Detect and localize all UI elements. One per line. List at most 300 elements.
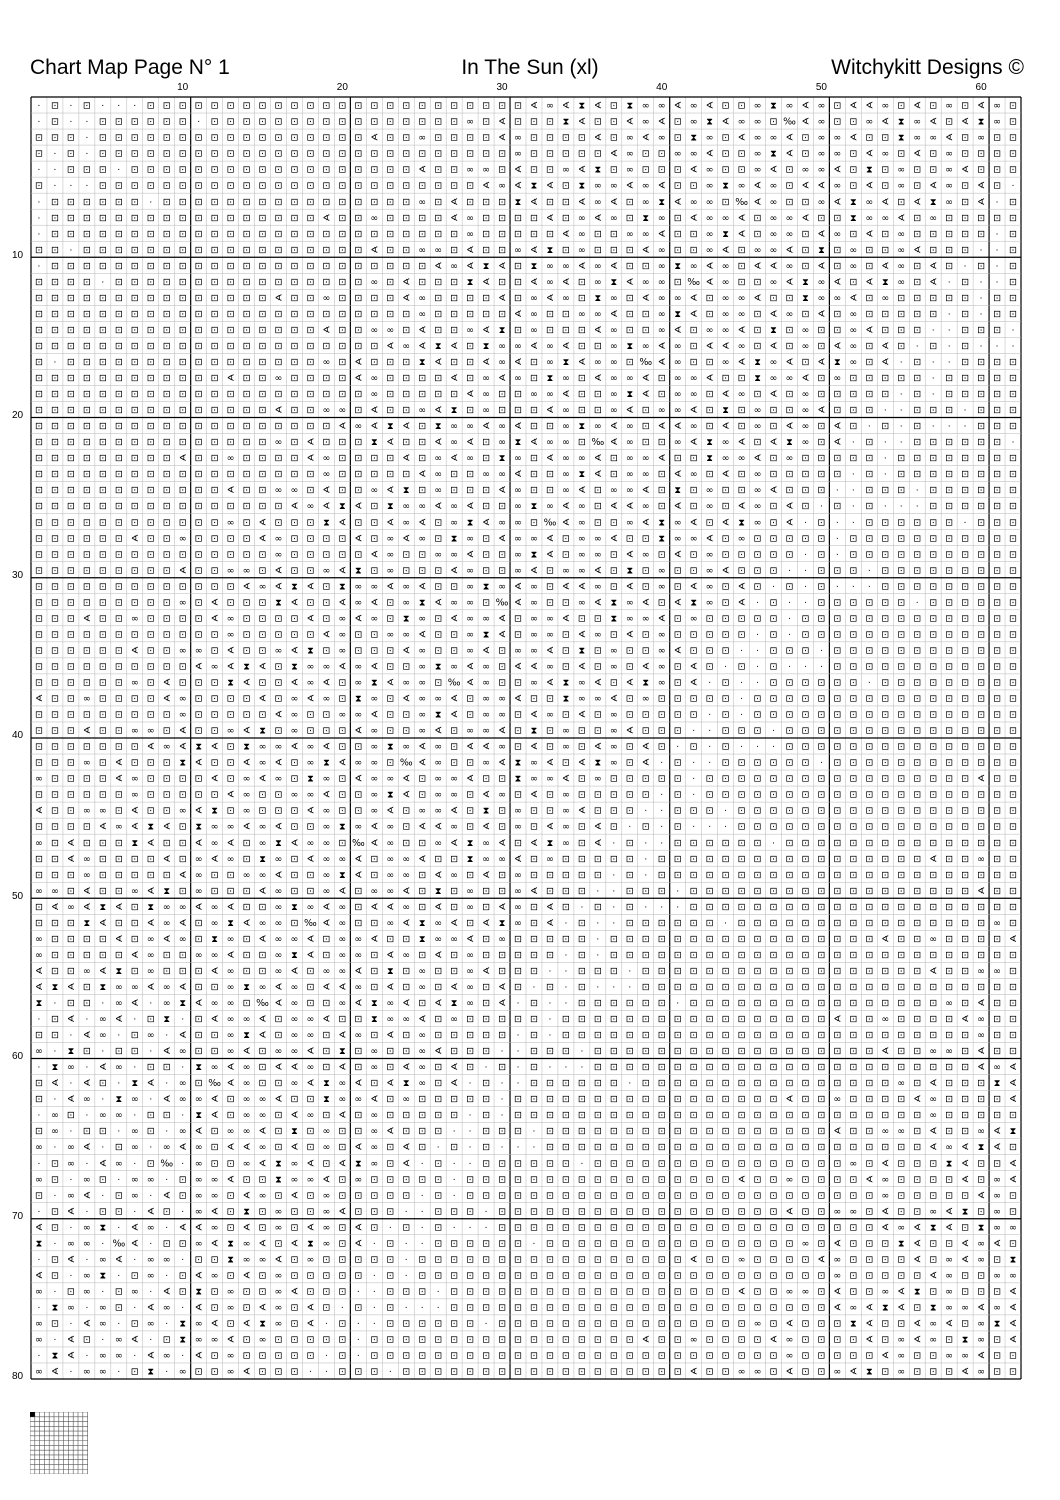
stitch-symbol: ⊡ bbox=[705, 1222, 714, 1234]
stitch-symbol: ⊡ bbox=[354, 292, 363, 304]
stitch-symbol: ∞ bbox=[514, 885, 522, 897]
stitch-symbol: ∞ bbox=[577, 517, 586, 529]
stitch-symbol: ∢ bbox=[641, 244, 650, 256]
stitch-symbol: ∞ bbox=[817, 196, 826, 208]
stitch-symbol: ⊡ bbox=[817, 901, 826, 913]
stitch-symbol: ⊡ bbox=[593, 1062, 602, 1074]
stitch-symbol: ⊡ bbox=[577, 340, 586, 352]
stitch-symbol: ⊡ bbox=[50, 725, 59, 737]
stitch-symbol: ∞ bbox=[769, 244, 778, 256]
stitch-symbol: · bbox=[899, 358, 903, 369]
stitch-symbol: · bbox=[37, 213, 41, 224]
stitch-symbol: ⊡ bbox=[338, 1222, 347, 1234]
stitch-symbol: ∢ bbox=[402, 453, 411, 465]
stitch-symbol: ⊡ bbox=[242, 453, 251, 465]
stitch-symbol: ∞ bbox=[641, 613, 650, 625]
stitch-symbol: ⊡ bbox=[737, 164, 746, 176]
stitch-symbol: ∢ bbox=[226, 1334, 235, 1346]
stitch-symbol: ⊡ bbox=[306, 308, 315, 320]
stitch-symbol: ⊡ bbox=[162, 357, 171, 369]
stitch-symbol: ⊡ bbox=[801, 1334, 810, 1346]
stitch-symbol: ⊡ bbox=[689, 981, 698, 993]
stitch-symbol: ⊡ bbox=[705, 693, 714, 705]
stitch-symbol: ⊡ bbox=[306, 132, 315, 144]
stitch-symbol: ⊡ bbox=[306, 116, 315, 128]
stitch-symbol: ∞ bbox=[210, 837, 219, 849]
stitch-symbol: ⊡ bbox=[769, 901, 778, 913]
stitch-symbol: ∞ bbox=[322, 1222, 331, 1234]
stitch-symbol: ⊡ bbox=[657, 1334, 666, 1346]
stitch-symbol: ⊡ bbox=[386, 405, 395, 417]
stitch-symbol: ⊡ bbox=[290, 1222, 299, 1234]
stitch-symbol: ⊡ bbox=[418, 1142, 427, 1154]
stitch-symbol: ⊡ bbox=[418, 100, 427, 112]
stitch-symbol: ⊡ bbox=[338, 260, 347, 272]
stitch-symbol: ⊡ bbox=[865, 1238, 874, 1250]
stitch-symbol: ⊡ bbox=[817, 485, 826, 497]
stitch-symbol: ∞ bbox=[721, 324, 730, 336]
stitch-symbol: ⊡ bbox=[993, 405, 1002, 417]
stitch-symbol: ‰ bbox=[591, 437, 605, 449]
stitch-symbol: ⊡ bbox=[641, 949, 650, 961]
stitch-symbol: ⊡ bbox=[370, 1030, 379, 1042]
stitch-symbol: ⊡ bbox=[993, 629, 1002, 641]
stitch-symbol: ∞ bbox=[466, 421, 475, 433]
stitch-symbol: ∞ bbox=[593, 581, 602, 593]
stitch-symbol: ⊡ bbox=[705, 292, 714, 304]
stitch-symbol: ⊡ bbox=[146, 581, 155, 593]
stitch-symbol: ⊡ bbox=[769, 405, 778, 417]
stitch-symbol: ∞ bbox=[801, 340, 810, 352]
stitch-symbol: ⧗ bbox=[402, 613, 410, 625]
stitch-symbol: ⊡ bbox=[322, 933, 331, 945]
stitch-symbol: ⊡ bbox=[609, 549, 618, 561]
stitch-symbol: ⊡ bbox=[769, 757, 778, 769]
stitch-symbol: ⊡ bbox=[274, 613, 283, 625]
stitch-symbol: ⊡ bbox=[50, 773, 59, 785]
stitch-symbol: ⊡ bbox=[178, 1270, 187, 1282]
stitch-symbol: ⊡ bbox=[929, 517, 938, 529]
stitch-symbol: ⊡ bbox=[210, 885, 219, 897]
stitch-symbol: ⊡ bbox=[274, 100, 283, 112]
stitch-symbol: ⊡ bbox=[386, 1062, 395, 1074]
stitch-symbol: ⊡ bbox=[817, 1206, 826, 1218]
stitch-symbol: ∢ bbox=[689, 292, 698, 304]
stitch-symbol: · bbox=[756, 678, 759, 689]
stitch-symbol: ⊡ bbox=[194, 260, 203, 272]
stitch-symbol: ∢ bbox=[466, 661, 475, 673]
stitch-symbol: ∞ bbox=[386, 565, 395, 577]
stitch-symbol: ⊡ bbox=[354, 485, 363, 497]
stitch-symbol: ⊡ bbox=[210, 116, 219, 128]
stitch-symbol: ⊡ bbox=[577, 324, 586, 336]
stitch-symbol: ⊡ bbox=[609, 1030, 618, 1042]
stitch-symbol: ⊡ bbox=[785, 965, 794, 977]
stitch-symbol: ∞ bbox=[418, 965, 427, 977]
stitch-symbol: ∞ bbox=[466, 453, 475, 465]
stitch-symbol: ⊡ bbox=[258, 565, 267, 577]
stitch-symbol: ∞ bbox=[290, 933, 299, 945]
stitch-symbol: ∢ bbox=[769, 485, 778, 497]
stitch-symbol: ⊡ bbox=[785, 1046, 794, 1058]
stitch-symbol: ⊡ bbox=[194, 164, 203, 176]
stitch-symbol: ∢ bbox=[322, 741, 331, 753]
stitch-symbol: · bbox=[979, 309, 983, 320]
stitch-symbol: ⊡ bbox=[146, 1126, 155, 1138]
stitch-symbol: ⊡ bbox=[258, 453, 267, 465]
stitch-symbol: ⊡ bbox=[577, 917, 586, 929]
stitch-symbol: ⊡ bbox=[673, 1206, 682, 1218]
stitch-symbol: ∢ bbox=[689, 517, 698, 529]
stitch-symbol: ∢ bbox=[721, 565, 730, 577]
stitch-symbol: ∞ bbox=[561, 805, 570, 817]
stitch-symbol: ⧗ bbox=[355, 693, 362, 705]
stitch-symbol: ⊡ bbox=[450, 1110, 459, 1122]
stitch-symbol: ⊡ bbox=[993, 1158, 1002, 1170]
stitch-symbol: ∞ bbox=[98, 1030, 107, 1042]
stitch-symbol: ∞ bbox=[242, 869, 251, 881]
stitch-symbol: ⊡ bbox=[737, 1206, 746, 1218]
stitch-symbol: ⊡ bbox=[162, 869, 171, 881]
stitch-symbol: ⊡ bbox=[354, 164, 363, 176]
stitch-symbol: ∞ bbox=[370, 613, 379, 625]
stitch-symbol: ⊡ bbox=[577, 1334, 586, 1346]
stitch-symbol: ∞ bbox=[545, 437, 554, 449]
stitch-symbol: ∢ bbox=[657, 613, 666, 625]
stitch-symbol: ⊡ bbox=[370, 869, 379, 881]
stitch-symbol: ⊡ bbox=[865, 357, 874, 369]
stitch-symbol: · bbox=[500, 1111, 504, 1122]
stitch-symbol: ∞ bbox=[194, 1238, 203, 1250]
stitch-symbol: ∞ bbox=[354, 933, 363, 945]
stitch-symbol: ⊡ bbox=[977, 1110, 986, 1122]
stitch-symbol: ⊡ bbox=[418, 1270, 427, 1282]
stitch-symbol: ⊡ bbox=[402, 244, 411, 256]
stitch-symbol: ⊡ bbox=[434, 180, 443, 192]
stitch-symbol: ⊡ bbox=[482, 196, 491, 208]
stitch-symbol: ∞ bbox=[689, 613, 698, 625]
stitch-symbol: ⊡ bbox=[82, 244, 91, 256]
stitch-symbol: ⊡ bbox=[993, 597, 1002, 609]
stitch-symbol: ∢ bbox=[354, 998, 363, 1010]
stitch-symbol: ∞ bbox=[530, 645, 538, 657]
stitch-symbol: ⊡ bbox=[945, 437, 954, 449]
stitch-symbol: ⊡ bbox=[913, 1062, 922, 1074]
stitch-symbol: ∞ bbox=[577, 533, 586, 545]
stitch-symbol: ∞ bbox=[673, 148, 682, 160]
stitch-symbol: ∞ bbox=[705, 549, 714, 561]
stitch-symbol: · bbox=[772, 742, 775, 753]
stitch-symbol: ⊡ bbox=[418, 1286, 427, 1298]
stitch-symbol: ∢ bbox=[322, 789, 331, 801]
stitch-symbol: · bbox=[69, 181, 73, 192]
stitch-symbol: ∞ bbox=[929, 1046, 938, 1058]
stitch-symbol: ⧗ bbox=[259, 725, 266, 737]
stitch-symbol: ⊡ bbox=[370, 116, 379, 128]
stitch-symbol: ⊡ bbox=[849, 1110, 858, 1122]
stitch-symbol: ⊡ bbox=[625, 1174, 634, 1186]
stitch-symbol: ⊡ bbox=[402, 308, 411, 320]
stitch-symbol: ∞ bbox=[785, 212, 794, 224]
row-number: 20 bbox=[12, 409, 24, 421]
stitch-symbol: ⊡ bbox=[961, 869, 970, 881]
stitch-symbol: ⊡ bbox=[961, 308, 970, 320]
stitch-symbol: ⊡ bbox=[929, 709, 938, 721]
stitch-symbol: ⊡ bbox=[354, 1302, 363, 1314]
stitch-symbol: ∢ bbox=[194, 757, 203, 769]
stitch-symbol: ⊡ bbox=[354, 228, 363, 240]
stitch-symbol: ∞ bbox=[705, 485, 714, 497]
stitch-symbol: ⊡ bbox=[194, 613, 203, 625]
stitch-symbol: ∞ bbox=[258, 1254, 267, 1266]
stitch-symbol: ⊡ bbox=[146, 389, 155, 401]
stitch-symbol: ⊡ bbox=[625, 212, 634, 224]
stitch-symbol: ⊡ bbox=[689, 917, 698, 929]
stitch-symbol: ⧗ bbox=[99, 1270, 107, 1282]
stitch-symbol: ⊡ bbox=[961, 228, 970, 240]
stitch-symbol: ⊡ bbox=[849, 885, 858, 897]
stitch-symbol: ⧗ bbox=[786, 437, 793, 449]
stitch-symbol: ⊡ bbox=[370, 917, 379, 929]
stitch-symbol: ⊡ bbox=[482, 1110, 491, 1122]
stitch-symbol: ⊡ bbox=[258, 100, 267, 112]
stitch-symbol: ∢ bbox=[689, 164, 698, 176]
stitch-symbol: ∞ bbox=[482, 164, 491, 176]
stitch-symbol: ⊡ bbox=[402, 1286, 411, 1298]
stitch-symbol: ∢ bbox=[306, 1078, 315, 1090]
stitch-symbol: ⊡ bbox=[466, 709, 475, 721]
stitch-symbol: ∢ bbox=[817, 308, 826, 320]
stitch-symbol: ∢ bbox=[434, 869, 443, 881]
stitch-symbol: ⊡ bbox=[290, 196, 299, 208]
stitch-symbol: ⊡ bbox=[418, 837, 427, 849]
stitch-symbol: ⊡ bbox=[114, 260, 123, 272]
stitch-symbol: ∢ bbox=[625, 549, 634, 561]
stitch-symbol: ⊡ bbox=[769, 1126, 778, 1138]
stitch-symbol: ⊡ bbox=[961, 212, 970, 224]
stitch-symbol: ⊡ bbox=[450, 1206, 459, 1218]
stitch-symbol: ⊡ bbox=[641, 148, 650, 160]
stitch-symbol: ⊡ bbox=[881, 164, 890, 176]
stitch-symbol: ‰ bbox=[495, 597, 509, 609]
stitch-symbol: ⊡ bbox=[689, 1238, 698, 1250]
stitch-symbol: ⊡ bbox=[945, 789, 954, 801]
stitch-symbol: ⊡ bbox=[529, 1254, 538, 1266]
stitch-symbol: ∢ bbox=[66, 1014, 75, 1026]
stitch-symbol: ⊡ bbox=[178, 437, 187, 449]
stitch-symbol: ⊡ bbox=[498, 821, 507, 833]
stitch-symbol: ⊡ bbox=[258, 1206, 267, 1218]
stitch-symbol: ⊡ bbox=[386, 1110, 395, 1122]
stitch-symbol: ⊡ bbox=[673, 1078, 682, 1090]
stitch-symbol: ∞ bbox=[753, 244, 762, 256]
stitch-symbol: ⊡ bbox=[338, 276, 347, 288]
stitch-symbol: ⊡ bbox=[977, 1078, 986, 1090]
stitch-symbol: ⊡ bbox=[913, 469, 922, 481]
stitch-symbol: ⧗ bbox=[402, 485, 410, 497]
stitch-symbol: ∢ bbox=[114, 1254, 123, 1266]
stitch-symbol: ⊡ bbox=[34, 1078, 43, 1090]
stitch-symbol: ∞ bbox=[641, 501, 650, 513]
stitch-symbol: ⊡ bbox=[34, 869, 43, 881]
stitch-symbol: ∞ bbox=[849, 244, 858, 256]
stitch-symbol: ⊡ bbox=[322, 1030, 331, 1042]
stitch-symbol: ∢ bbox=[561, 773, 570, 785]
stitch-symbol: ⊡ bbox=[977, 725, 986, 737]
stitch-symbol: ⧗ bbox=[179, 1318, 187, 1330]
stitch-symbol: ⊡ bbox=[434, 1062, 443, 1074]
stitch-symbol: ⊡ bbox=[1009, 196, 1018, 208]
stitch-symbol: ∞ bbox=[370, 805, 379, 817]
stitch-symbol: ⊡ bbox=[865, 1142, 874, 1154]
stitch-symbol: ∞ bbox=[753, 132, 762, 144]
stitch-symbol: ⊡ bbox=[977, 645, 986, 657]
stitch-symbol: ⊡ bbox=[258, 789, 267, 801]
stitch-symbol: ⊡ bbox=[210, 100, 219, 112]
stitch-symbol: ⊡ bbox=[897, 821, 906, 833]
stitch-symbol: ∞ bbox=[769, 212, 778, 224]
stitch-symbol: ⊡ bbox=[929, 501, 938, 513]
stitch-symbol: ⊡ bbox=[418, 1110, 427, 1122]
stitch-symbol: ⊡ bbox=[833, 981, 842, 993]
stitch-symbol: ⊡ bbox=[913, 389, 922, 401]
stitch-symbol: ∞ bbox=[194, 869, 203, 881]
stitch-symbol: ⧗ bbox=[99, 1222, 107, 1234]
stitch-symbol: ∢ bbox=[402, 421, 411, 433]
stitch-symbol: ∞ bbox=[498, 581, 507, 593]
stitch-symbol: ∞ bbox=[418, 533, 427, 545]
stitch-symbol: ⊡ bbox=[66, 148, 75, 160]
stitch-symbol: ∢ bbox=[769, 260, 778, 272]
stitch-symbol: · bbox=[85, 1255, 89, 1266]
stitch-symbol: ⊡ bbox=[290, 116, 299, 128]
stitch-symbol: ∞ bbox=[929, 1110, 938, 1122]
stitch-symbol: ⊡ bbox=[625, 1110, 634, 1122]
stitch-symbol: ⊡ bbox=[977, 228, 986, 240]
stitch-symbol: ∞ bbox=[306, 1110, 315, 1122]
stitch-symbol: ⊡ bbox=[993, 132, 1002, 144]
stitch-symbol: ∢ bbox=[817, 405, 826, 417]
stitch-symbol: ⊡ bbox=[34, 581, 43, 593]
stitch-symbol: ⊡ bbox=[402, 1030, 411, 1042]
stitch-symbol: ⧗ bbox=[434, 661, 442, 673]
stitch-symbol: ∞ bbox=[721, 276, 730, 288]
stitch-symbol: ⊡ bbox=[609, 998, 618, 1010]
stitch-symbol: ⊡ bbox=[66, 308, 75, 320]
stitch-symbol: ∞ bbox=[82, 805, 91, 817]
stitch-symbol: ⊡ bbox=[753, 981, 762, 993]
stitch-symbol: ⧗ bbox=[275, 597, 282, 609]
stitch-symbol: ⊡ bbox=[450, 1046, 459, 1058]
stitch-symbol: ⊡ bbox=[929, 677, 938, 689]
stitch-symbol: ⊡ bbox=[338, 485, 347, 497]
stitch-symbol: ⊡ bbox=[274, 212, 283, 224]
stitch-symbol: ⊡ bbox=[977, 613, 986, 625]
stitch-symbol: ∢ bbox=[929, 1078, 938, 1090]
stitch-symbol: ⊡ bbox=[290, 357, 299, 369]
stitch-symbol: ∞ bbox=[338, 901, 347, 913]
stitch-symbol: ⊡ bbox=[1009, 757, 1018, 769]
stitch-symbol: ⊡ bbox=[993, 1254, 1002, 1266]
stitch-symbol: ⊡ bbox=[833, 405, 842, 417]
stitch-symbol: ⊡ bbox=[466, 100, 475, 112]
stitch-symbol: ⊡ bbox=[498, 645, 507, 657]
stitch-symbol: ∢ bbox=[226, 373, 235, 385]
stitch-symbol: ∞ bbox=[354, 421, 363, 433]
stitch-symbol: ∞ bbox=[434, 741, 443, 753]
stitch-symbol: ⊡ bbox=[977, 501, 986, 513]
stitch-symbol: ⊡ bbox=[466, 1062, 475, 1074]
stitch-symbol: ⊡ bbox=[386, 933, 395, 945]
stitch-symbol: ∞ bbox=[50, 1110, 59, 1122]
stitch-symbol: ⊡ bbox=[641, 1286, 650, 1298]
stitch-symbol: ⧗ bbox=[227, 1254, 234, 1266]
stitch-symbol: ∢ bbox=[162, 1286, 171, 1298]
stitch-symbol: ⊡ bbox=[529, 228, 538, 240]
stitch-symbol: ⊡ bbox=[514, 1126, 523, 1138]
stitch-symbol: ⊡ bbox=[226, 389, 235, 401]
stitch-symbol: ⊡ bbox=[881, 725, 890, 737]
stitch-symbol: ⊡ bbox=[689, 228, 698, 240]
stitch-symbol: ⊡ bbox=[130, 469, 139, 481]
stitch-symbol: ⊡ bbox=[881, 821, 890, 833]
stitch-symbol: · bbox=[404, 1207, 408, 1218]
stitch-symbol: ⊡ bbox=[498, 212, 507, 224]
stitch-symbol: ∞ bbox=[402, 629, 411, 641]
stitch-symbol: · bbox=[532, 1239, 536, 1250]
stitch-symbol: ⊡ bbox=[913, 549, 922, 561]
stitch-symbol: ⊡ bbox=[721, 965, 730, 977]
stitch-symbol: ⊡ bbox=[130, 132, 139, 144]
stitch-symbol: ∞ bbox=[210, 1190, 219, 1202]
stitch-symbol: ⊡ bbox=[993, 1110, 1002, 1122]
stitch-symbol: ⊡ bbox=[114, 693, 123, 705]
stitch-symbol: ⊡ bbox=[929, 597, 938, 609]
stitch-symbol: ∞ bbox=[306, 789, 315, 801]
stitch-symbol: ⊡ bbox=[210, 340, 219, 352]
stitch-symbol: · bbox=[516, 1063, 520, 1074]
stitch-symbol: ⊡ bbox=[977, 629, 986, 641]
stitch-symbol: ⊡ bbox=[929, 757, 938, 769]
stitch-symbol: ∞ bbox=[146, 1270, 155, 1282]
stitch-symbol: ∢ bbox=[625, 501, 634, 513]
stitch-symbol: ⊡ bbox=[785, 1078, 794, 1090]
stitch-symbol: ∞ bbox=[50, 885, 59, 897]
stitch-symbol: ⊡ bbox=[753, 389, 762, 401]
stitch-symbol: ⊡ bbox=[402, 212, 411, 224]
stitch-symbol: ⊡ bbox=[498, 244, 507, 256]
stitch-symbol: ∞ bbox=[226, 629, 235, 641]
stitch-symbol: · bbox=[117, 1271, 121, 1282]
stitch-symbol: ∞ bbox=[833, 1206, 842, 1218]
stitch-symbol: ∞ bbox=[482, 677, 491, 689]
stitch-symbol: ⊡ bbox=[881, 1110, 890, 1122]
stitch-symbol: ∞ bbox=[897, 1126, 906, 1138]
stitch-symbol: ⧗ bbox=[594, 164, 602, 176]
stitch-symbol: ⊡ bbox=[913, 164, 922, 176]
stitch-symbol: ⊡ bbox=[737, 1302, 746, 1314]
stitch-symbol: ⊡ bbox=[450, 725, 459, 737]
stitch-symbol: ∞ bbox=[945, 1302, 954, 1314]
stitch-symbol: ∞ bbox=[178, 1094, 187, 1106]
stitch-symbol: ⊡ bbox=[833, 629, 842, 641]
stitch-symbol: ∞ bbox=[226, 821, 235, 833]
stitch-symbol: ⊡ bbox=[450, 1142, 459, 1154]
stitch-symbol: ⊡ bbox=[945, 1334, 954, 1346]
stitch-symbol: ⊡ bbox=[210, 357, 219, 369]
stitch-symbol: ⊡ bbox=[210, 260, 219, 272]
stitch-symbol: ⊡ bbox=[50, 565, 59, 577]
